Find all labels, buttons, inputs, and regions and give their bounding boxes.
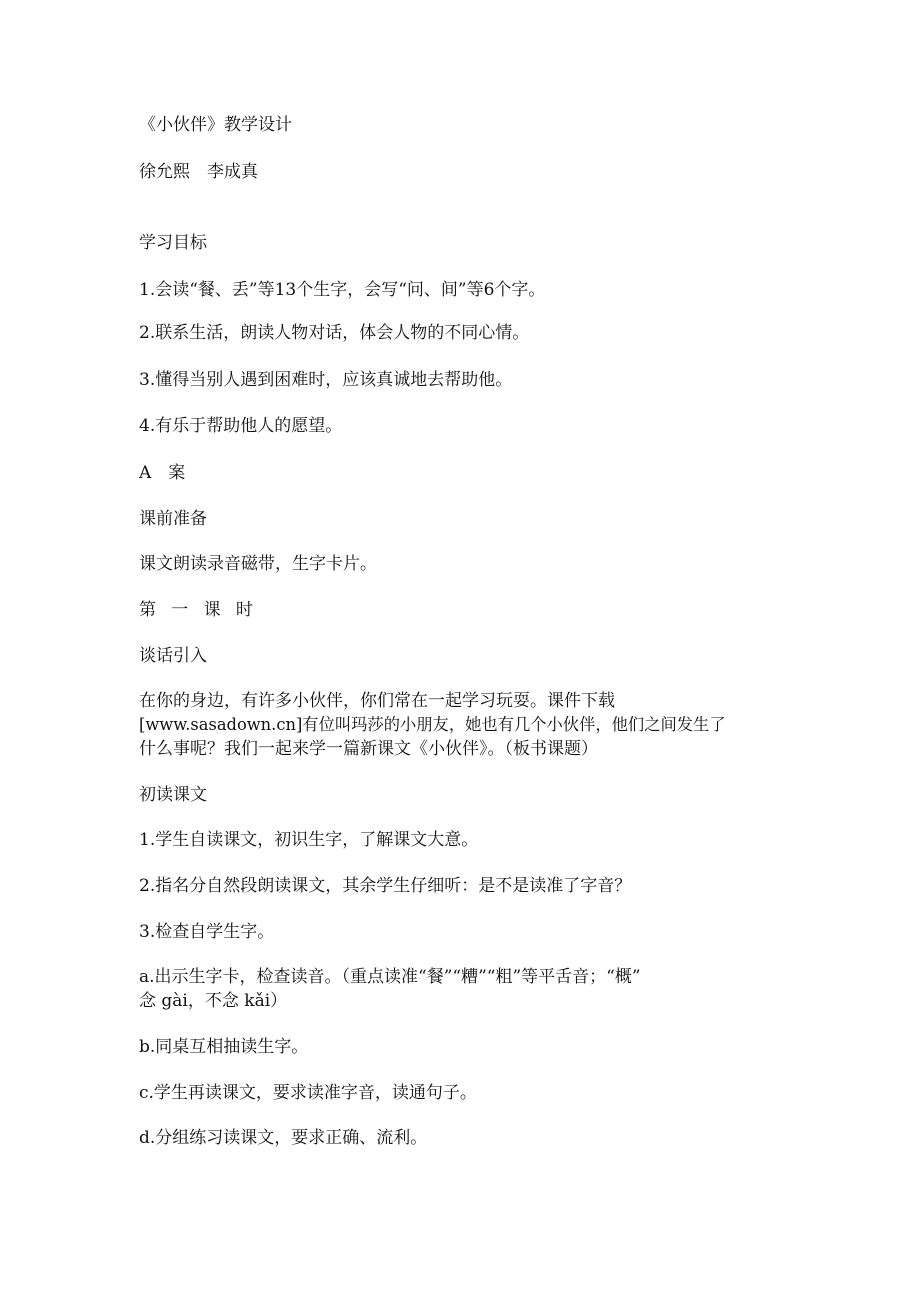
plan-label: A 案 bbox=[139, 463, 186, 483]
sub-step-d: d.分组练习读课文，要求正确、流利。 bbox=[139, 1128, 428, 1148]
lesson-heading: 第一课时 bbox=[139, 600, 269, 620]
intro-text-line: 在你的身边，有许多小伙伴，你们常在一起学习玩耍。课件下载 bbox=[139, 691, 615, 711]
objective-item: 1.会读“餐、丢”等13个生字，会写“问、间”等6个字。 bbox=[139, 280, 546, 300]
step-item: 2.指名分自然段朗读课文，其余学生仔细听：是不是读准了字音？ bbox=[139, 876, 632, 896]
document-title: 《小伙伴》教学设计 bbox=[139, 115, 292, 135]
objectives-heading: 学习目标 bbox=[139, 233, 207, 253]
sub-step-a-line: 念 gài，不念 kǎi） bbox=[139, 991, 288, 1011]
objective-item: 4.有乐于帮助他人的愿望。 bbox=[139, 416, 343, 436]
objective-item: 3.懂得当别人遇到困难时，应该真诚地去帮助他。 bbox=[139, 370, 513, 390]
step-item: 1.学生自读课文，初识生字，了解课文大意。 bbox=[139, 830, 479, 850]
sub-step-c: c.学生再读课文，要求读准字音，读通句子。 bbox=[139, 1083, 477, 1103]
intro-text-line: [www.sasadown.cn]有位叫玛莎的小朋友，她也有几个小伙伴，他们之间发生了 bbox=[139, 715, 726, 734]
author-line: 徐允熙 李成真 bbox=[139, 162, 258, 182]
intro-text-line: 什么事呢？我们一起来学一篇新课文《小伙伴》。（板书课题） bbox=[139, 739, 598, 759]
prep-text: 课文朗读录音磁带，生字卡片。 bbox=[139, 554, 377, 574]
sub-step-a-line: a.出示生字卡，检查读音。（重点读准“餐”“糟”“粗”等平舌音；“概” bbox=[139, 967, 641, 987]
first-read-heading: 初读课文 bbox=[139, 785, 207, 805]
step-item: 3.检查自学生字。 bbox=[139, 922, 275, 942]
prep-heading: 课前准备 bbox=[139, 509, 207, 529]
sub-step-b: b.同桌互相抽读生字。 bbox=[139, 1037, 309, 1057]
intro-heading: 谈话引入 bbox=[139, 646, 207, 666]
objective-item: 2.联系生活，朗读人物对话，体会人物的不同心情。 bbox=[139, 323, 530, 343]
